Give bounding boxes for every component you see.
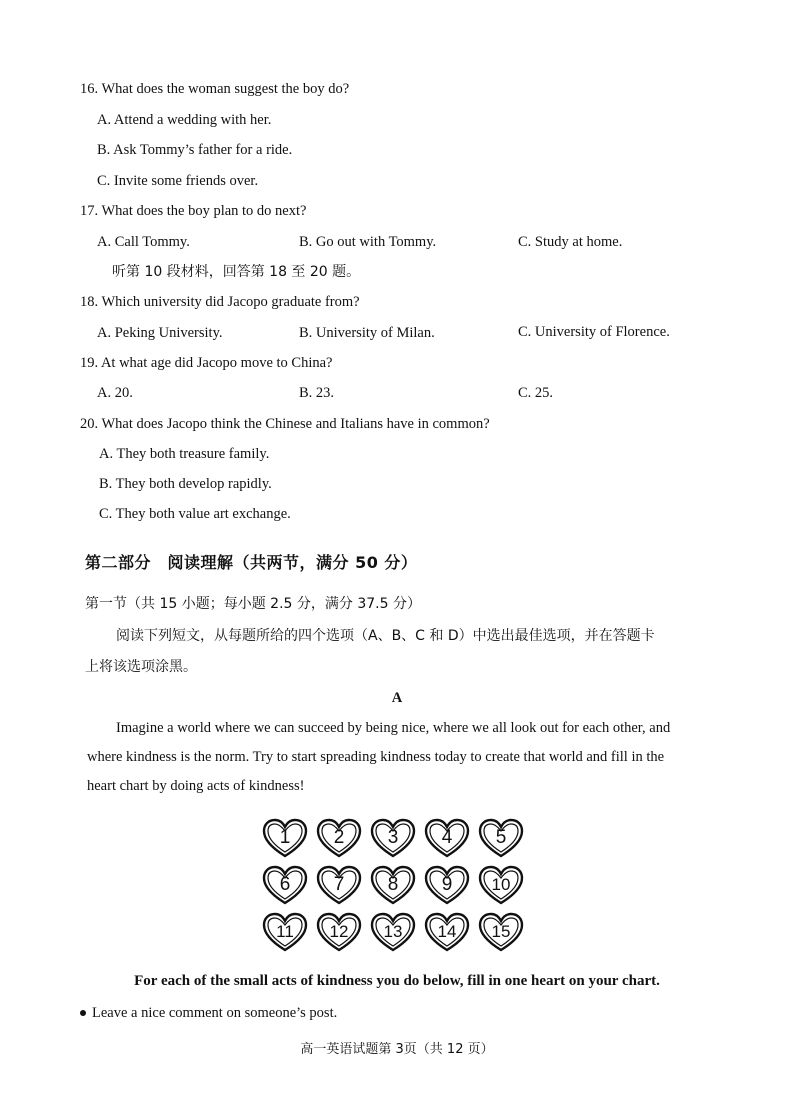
heart-8 (370, 865, 416, 907)
option-16-b: B. Ask Tommy’s father for a ride. (97, 142, 293, 158)
question-number: 20. (80, 416, 99, 432)
heart-number: 5 (495, 827, 507, 848)
heart-6 (262, 865, 308, 907)
passage-line: where kindness is the norm. Try to start spreading kindness today to create that world and fill in the (87, 749, 665, 765)
option-18-a: A. Peking University. (97, 325, 223, 341)
section-instruction-line: 阅读下列短文，从每题所给的四个选项（A、B、C 和 D）中选出最佳选项，并在答题卡 (116, 628, 655, 644)
heart-number: 1 (279, 827, 291, 848)
option-19-a: A. 20. (97, 385, 133, 401)
heart-12 (316, 912, 362, 954)
question-19 (80, 354, 333, 372)
option-16-a: A. Attend a wedding with her. (97, 112, 272, 128)
heart-number: 6 (279, 874, 291, 895)
question-17 (80, 202, 306, 220)
heart-4 (424, 818, 470, 860)
option-17-a: A. Call Tommy. (97, 234, 190, 250)
question-text: What does the woman suggest the boy do? (101, 81, 350, 97)
passage-line: Imagine a world where we can succeed by being nice, where we all look out for each other, and (116, 720, 671, 736)
passage-line: heart chart by doing acts of kindness! (87, 778, 305, 794)
bullet-icon (80, 1010, 86, 1016)
question-number: 18. (80, 294, 99, 310)
heart-number: 8 (387, 874, 399, 895)
option-17-c: C. Study at home. (518, 234, 623, 250)
heart-2 (316, 818, 362, 860)
heart-number: 14 (437, 922, 457, 941)
heart-number: 15 (491, 922, 511, 941)
heart-13 (370, 912, 416, 954)
heart-number: 12 (329, 922, 349, 941)
heart-11 (262, 912, 308, 954)
heart-number: 4 (441, 827, 453, 848)
heart-number: 2 (333, 827, 345, 848)
passage-label: A (391, 690, 403, 706)
question-text: At what age did Jacopo move to China? (100, 355, 333, 371)
option-17-b: B. Go out with Tommy. (299, 234, 437, 250)
heart-number: 13 (383, 922, 403, 941)
question-number: 17. (80, 203, 99, 219)
section-heading: 第一节（共 15 小题；每小题 2.5 分，满分 37.5 分） (85, 596, 421, 612)
option-20-c: C. They both value art exchange. (99, 506, 291, 522)
question-16 (80, 80, 349, 98)
heart-15 (478, 912, 524, 954)
question-text: What does Jacopo think the Chinese and Italians have in common? (101, 416, 490, 432)
question-number: 16. (80, 81, 99, 97)
heart-10 (478, 865, 524, 907)
heart-number: 11 (276, 922, 294, 941)
heart-3 (370, 818, 416, 860)
option-16-c: C. Invite some friends over. (97, 173, 259, 189)
section-instruction-line: 上将该选项涂黑。 (85, 659, 197, 675)
material-instruction: 听第 10 段材料，回答第 18 至 20 题。 (112, 264, 361, 280)
list-item: Leave a nice comment on someone’s post. (92, 1005, 338, 1021)
chart-instruction: For each of the small acts of kindness you do below, fill in one heart on your chart. (134, 973, 660, 989)
option-20-a: A. They both treasure family. (99, 446, 270, 462)
heart-5 (478, 818, 524, 860)
question-number: 19. (80, 355, 99, 371)
heart-number: 7 (333, 874, 345, 895)
option-18-b: B. University of Milan. (299, 325, 435, 341)
page-footer: 高一英语试题第 3页（共 12 页） (300, 1042, 494, 1057)
option-20-b: B. They both develop rapidly. (99, 476, 272, 492)
heart-number: 9 (441, 874, 453, 895)
heart-7 (316, 865, 362, 907)
heart-number: 10 (491, 875, 511, 894)
heart-14 (424, 912, 470, 954)
option-18-c: C. University of Florence. (518, 324, 670, 340)
question-text: What does the boy plan to do next? (101, 203, 307, 219)
part-heading: 第二部分 阅读理解（共两节，满分 50 分） (85, 553, 418, 572)
heart-number: 3 (387, 827, 399, 848)
heart-chart (262, 818, 532, 956)
option-19-c: C. 25. (518, 385, 554, 401)
heart-9 (424, 865, 470, 907)
heart-1 (262, 818, 308, 860)
question-18 (80, 293, 360, 311)
question-text: Which university did Jacopo graduate from? (101, 294, 360, 310)
question-20 (80, 415, 490, 433)
option-19-b: B. 23. (299, 385, 335, 401)
